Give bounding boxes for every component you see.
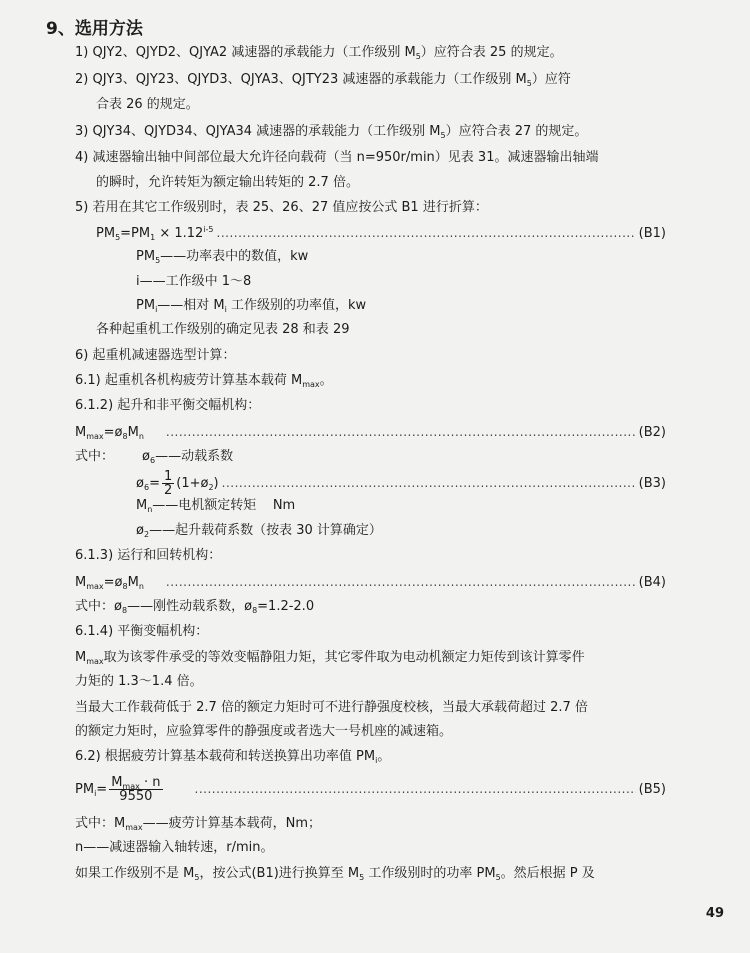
- paragraph-strength-line-2: 的额定力矩时，应验算零件的静强度或者选大一号机座的减速箱。: [75, 724, 453, 739]
- item-4-line-2: 的瞬时，允许转矩为额定输出转矩的 2.7 倍。: [96, 175, 359, 190]
- formula-b3: $ø_6=$ $\frac{1}{2}$ $(1+ø_2)$ ..... (B3): [136, 470, 666, 497]
- b1-note: 各种起重机工作级别的确定见表 28 和表 29: [96, 322, 350, 337]
- b1-def-pm5: $PM_5——$功率表中的数值，kw: [136, 249, 309, 265]
- paragraph-final: 如果工作级别不是 $M_5$，按公式(B1)进行换算至 $M_5$ 工作级别时的功率 $PM_5$。然后根据 P 及: [75, 866, 595, 882]
- item-2-line-1: 2) QJY3、QJY23、QJYD3、QJYA3、QJTY23 减速器的承载能力（工作级别 $M_5$）应符: [75, 72, 571, 88]
- section-number: 9、: [46, 19, 75, 39]
- paragraph-strength-line-1: 当最大工作载荷低于 2.7 倍的额定力矩时可不进行静强度校核，当最大承载荷超过 2.7 倍: [75, 700, 588, 715]
- formula-b4: $M_{max}=ø_8M_n$ ..... (B4): [75, 574, 666, 591]
- item-3: 3) QJY34、QJYD34、QJYA34 减速器的承载能力（工作级别 $M_5$）应符合表 27 的规定。: [75, 124, 588, 140]
- def-phi2: $ø_2——$起升载荷系数（按表 30 计算确定）: [136, 523, 382, 539]
- leader-dots: [217, 225, 636, 241]
- item-2-line-2: 合表 26 的规定。: [96, 97, 199, 112]
- formula-b5: $PM_i=$ $\frac{M_{max} \cdot n}{9550}$ ..... (B5): [75, 775, 666, 804]
- formula-tag-b4: (B4): [638, 575, 666, 590]
- section-6-1-3: 6.1.3) 运行和回转机构：: [75, 548, 222, 563]
- item-4-line-1: 4) 减速器输出轴中间部位最大允许径向载荷（当 n=950r/min）见表 31。减速器输出轴端: [75, 150, 599, 165]
- b1-def-pmi: $PM_i——$相对 $M_i$ 工作级别的功率值，kw: [136, 298, 367, 314]
- section-6-2: 6.2) 根据疲劳计算基本载荷和转送换算出功率值 $PM_i$。: [75, 749, 391, 765]
- where-mmax: 式中：$M_{max}——$疲劳计算基本载荷，Nm；: [75, 816, 322, 832]
- page-number: 49: [705, 906, 724, 921]
- b1-def-i: i——工作级中 1～8: [136, 274, 252, 289]
- formula-tag-b2: (B2): [638, 425, 666, 440]
- paragraph-mmax-line-2: 力矩的 1.3～1.4 倍。: [75, 674, 203, 689]
- leader-dots: [166, 574, 636, 590]
- formula-tag-b5: (B5): [638, 782, 666, 797]
- section-title: 选用方法: [74, 19, 143, 39]
- fraction-power: $\frac{M_{max} \cdot n}{9550}$: [111, 775, 161, 804]
- fraction-half: $\frac{1}{2}$: [163, 469, 173, 498]
- leader-dots: [222, 470, 636, 496]
- section-6: 6) 起重机减速器选型计算：: [75, 348, 236, 363]
- leader-dots: [195, 775, 636, 803]
- section-6-1-4: 6.1.4) 平衡变幅机构：: [75, 624, 209, 639]
- section-6-1-2: 6.1.2) 起升和非平衡交幅机构：: [75, 398, 261, 413]
- paragraph-mmax-line-1: $M_{max}$取为该零件承受的等效变幅静阻力矩，其它零件取为电动机额定力矩传到该计算零件: [75, 650, 585, 666]
- where-phi8: 式中：$ø_8——$刚性动载系数，$ø_8=1.2-2.0$: [75, 599, 315, 615]
- leader-dots: [166, 424, 636, 440]
- def-n: n——减速器输入轴转速，r/min。: [75, 840, 274, 855]
- formula-b1: $PM_5=PM_1 \times 1.12^{i-5}$ ..... (B1): [96, 225, 666, 242]
- item-5: 5) 若用在其它工作级别时，表 25、26、27 值应按公式 B1 进行折算：: [75, 200, 488, 215]
- where-phi6: 式中： $ø_6——$动载系数: [75, 449, 234, 465]
- formula-b2: $M_{max}=ø_8M_n$ ..... (B2): [75, 424, 666, 441]
- formula-tag-b3: (B3): [638, 476, 666, 491]
- def-mn: $M_n——$电机额定转矩 Nm: [136, 498, 296, 514]
- item-1: 1) QJY2、QJYD2、QJYA2 减速器的承载能力（工作级别 $M_5$）应符合表 25 的规定。: [75, 45, 563, 61]
- section-6-1: 6.1) 起重机各机构疲劳计算基本载荷 $M_{max}$。: [75, 373, 333, 389]
- formula-tag-b1: (B1): [638, 226, 666, 241]
- section-heading: [46, 18, 143, 40]
